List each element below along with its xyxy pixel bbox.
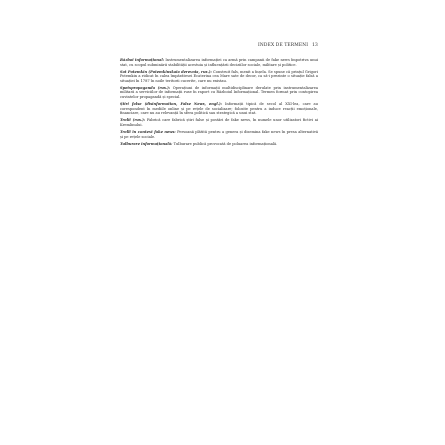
index-term: Trolli în context fake news:	[120, 130, 176, 135]
index-term: Tulburare informațională:	[120, 141, 173, 146]
index-entries	[120, 58, 318, 149]
index-definition: Informații tipică de secol al XXI-lea, care au corespondent în mediile online și pe rețele de socializare; folosite pentru a induce reacții emoționale, financiare, care nu au relevanță în sfera politică sau strategică a unui stat.	[120, 102, 318, 116]
index-term: Sat Potemkin (Potemkinskaia derevnia, rus.):	[120, 69, 212, 74]
index-definition: Persoană plătită pentru a genera și disemina fake news în presa alternativă și pe rețele sociale.	[120, 130, 318, 139]
page-number: 13	[312, 43, 318, 48]
index-definition: Operațiuni de informații multidisciplinare derulate prin instrumentalizarea militară a serviciilor de informații ruse în raport cu Războiul Informațional. Termen format prin contopirea cuvintelor propagandă și special.	[120, 85, 319, 100]
index-entry	[120, 70, 318, 84]
running-title: INDEX DE TERMENI	[258, 43, 309, 48]
index-definition: Instrumentalizarea informației ca armă prin campanii de fake news împotriva unui stat, cu scopul subminării stabilității acestuia și influențării deciziilor sociale, militare și politice.	[120, 58, 319, 67]
index-definition: Construit fals, menit a înșela. Se spune că prințul Grigori Potemkin a ridicat în calea împărătesei Ecaterina cea Mare sate de decor, ca să-i prezinte o situație falsă a situației în 1787 în noile teritorii cucerite, care nu existau.	[120, 69, 318, 83]
index-entry	[120, 142, 318, 147]
index-entry	[120, 86, 318, 100]
index-term: Știri false (disinformation, False News, engl.):	[120, 102, 223, 107]
index-term: Trolii (rus.):	[120, 118, 146, 123]
index-entry	[120, 130, 318, 139]
index-entry	[120, 58, 318, 67]
index-entry	[120, 102, 318, 116]
index-entry	[120, 118, 318, 127]
index-definition: Fabrică care fabrică știri false și postări de fake news, în numele unor utilizatori fictivi ai Kremlinului.	[120, 118, 319, 127]
index-term: Spetspropaganda (rus.):	[120, 85, 171, 90]
running-head	[118, 43, 318, 48]
index-term: Război informațional:	[120, 58, 165, 62]
index-definition: Tulburare publică provocată de poluarea informațională.	[172, 141, 278, 146]
